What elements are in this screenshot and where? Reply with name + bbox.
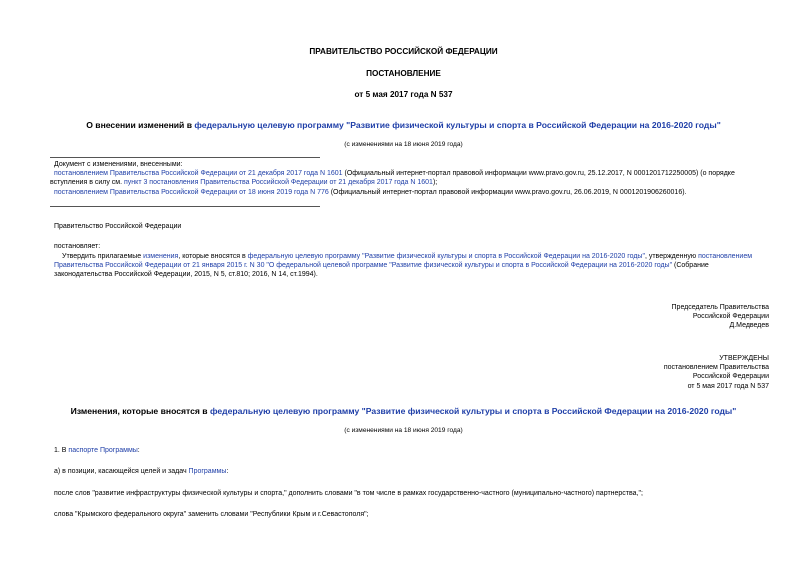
program-link-2[interactable]: федеральную целевую программу "Развитие физической культуры и спорта в Российской Федерации на 2016-2020 годы" xyxy=(247,253,645,260)
divider-bottom xyxy=(50,206,320,207)
amendment-text-2: слова "Крымского федерального округа" заменить словами "Республики Крым и г.Севастополя"; xyxy=(54,511,369,518)
amendment-1-link[interactable]: постановлением Правительства Российской Федерации от 21 декабря 2017 года N 1601 xyxy=(54,170,343,178)
document-date-number: от 5 мая 2017 года N 537 xyxy=(354,90,453,99)
title-prefix: О внесении изменений в xyxy=(86,120,195,130)
document-title xyxy=(0,120,807,131)
signature-block xyxy=(672,303,769,331)
amendment-text-1: после слов "развитие инфраструктуры физической культуры и спорта," дополнить словами "в том числе в рамках государственно-частного (муниципально-частного) партнерства,"; xyxy=(54,490,643,497)
government-heading: ПРАВИТЕЛЬСТВО РОССИЙСКОЙ ФЕДЕРАЦИИ xyxy=(309,47,498,56)
amendment-1-continuation: вступления в силу см. пункт 3 постановления Правительства Российской Федерации от 21 декабря 2017 года N 1601); xyxy=(50,179,438,187)
changes-program-link[interactable]: федеральную целевую программу "Развитие физической культуры и спорта в Российской Федерации на 2016-2020 годы" xyxy=(209,406,737,416)
decree-line-3: законодательства Российской Федерации, 2015, N 5, ст.810; 2016, N 14, ст.1994). xyxy=(54,271,318,279)
amendment-1-clause-link[interactable]: пункт 3 постановления Правительства Российской Федерации от 21 декабря 2017 года N 1601 xyxy=(124,179,433,187)
program-link[interactable]: федеральную целевую программу "Развитие физической культуры и спорта в Российской Федерации на 2016-2020 годы" xyxy=(194,120,721,130)
passport-link[interactable]: паспорте Программы xyxy=(68,447,138,454)
resolution-2015-link[interactable]: Правительства Российской Федерации от 21 января 2015 г. N 30 "О федеральной целевой программе "Развитие физической культуры и спорта в Российской Федерации на 2016-2020 годы" xyxy=(54,262,673,270)
amendment-2-link[interactable]: постановлением Правительства Российской Федерации от 18 июня 2019 года N 776 xyxy=(54,188,329,196)
signature-name: Д.Медведев xyxy=(729,322,769,330)
approved-org: Российской Федерации xyxy=(692,373,769,381)
signature-title: Председатель Правительства xyxy=(671,304,769,311)
amendments-intro: Документ с изменениями, внесенными: xyxy=(54,161,183,168)
decree-paragraph xyxy=(54,252,770,280)
revision-note: (с изменениями на 18 июня 2019 года) xyxy=(344,141,463,148)
resolution-link[interactable]: постановлением xyxy=(698,253,753,260)
amendment-2: постановлением Правительства Российской Федерации от 18 июня 2019 года N 776 (Официальный интернет-портал правовой информации www.pravo.gov.ru, 26.06.2019, N 0001201906260016). xyxy=(54,188,687,196)
document-type: ПОСТАНОВЛЕНИЕ xyxy=(366,69,441,78)
approved-by: постановлением Правительства xyxy=(663,364,769,372)
decree-line-1: Утвердить прилагаемые изменения, которые вносятся в федеральную целевую программу "Развитие физической культуры и спорта в Российской Федерации на 2016-2020 годы", утвержденную постановлением xyxy=(62,253,753,260)
changes-title: Изменения, которые вносятся в федеральную целевую программу "Развитие физической культуры и спорта в Российской Федерации на 2016-2020 годы" xyxy=(70,406,737,416)
approved-block xyxy=(664,354,769,391)
signature-org: Российской Федерации xyxy=(692,313,769,321)
program-goals-link[interactable]: Программы xyxy=(188,468,227,475)
item-a: а) в позиции, касающейся целей и задач Программы: xyxy=(54,468,229,475)
amendment-1: постановлением Правительства Российской Федерации от 21 декабря 2017 года N 1601 (Официальный интернет-портал правовой информации www.pravo.gov.ru, 25.12.2017, N 0001201712250005) (о порядке xyxy=(54,170,735,178)
decree-line-2: Правительства Российской Федерации от 21 января 2015 г. N 30 "О федеральной целевой программе "Развитие физической культуры и спорта в Российской Федерации на 2016-2020 годы" (Собрание xyxy=(54,262,709,270)
changes-link[interactable]: изменения xyxy=(143,253,179,260)
approved-label: УТВЕРЖДЕНЫ xyxy=(719,355,769,362)
government-line: Правительство Российской Федерации xyxy=(54,223,182,230)
decides-line: постановляет: xyxy=(54,243,101,250)
approved-date: от 5 мая 2017 года N 537 xyxy=(687,382,769,390)
divider-top xyxy=(50,157,320,158)
item-1: 1. В паспорте Программы: xyxy=(54,447,140,454)
amendments-block xyxy=(50,160,774,197)
changes-revision-note: (с изменениями на 18 июня 2019 года) xyxy=(344,427,463,434)
